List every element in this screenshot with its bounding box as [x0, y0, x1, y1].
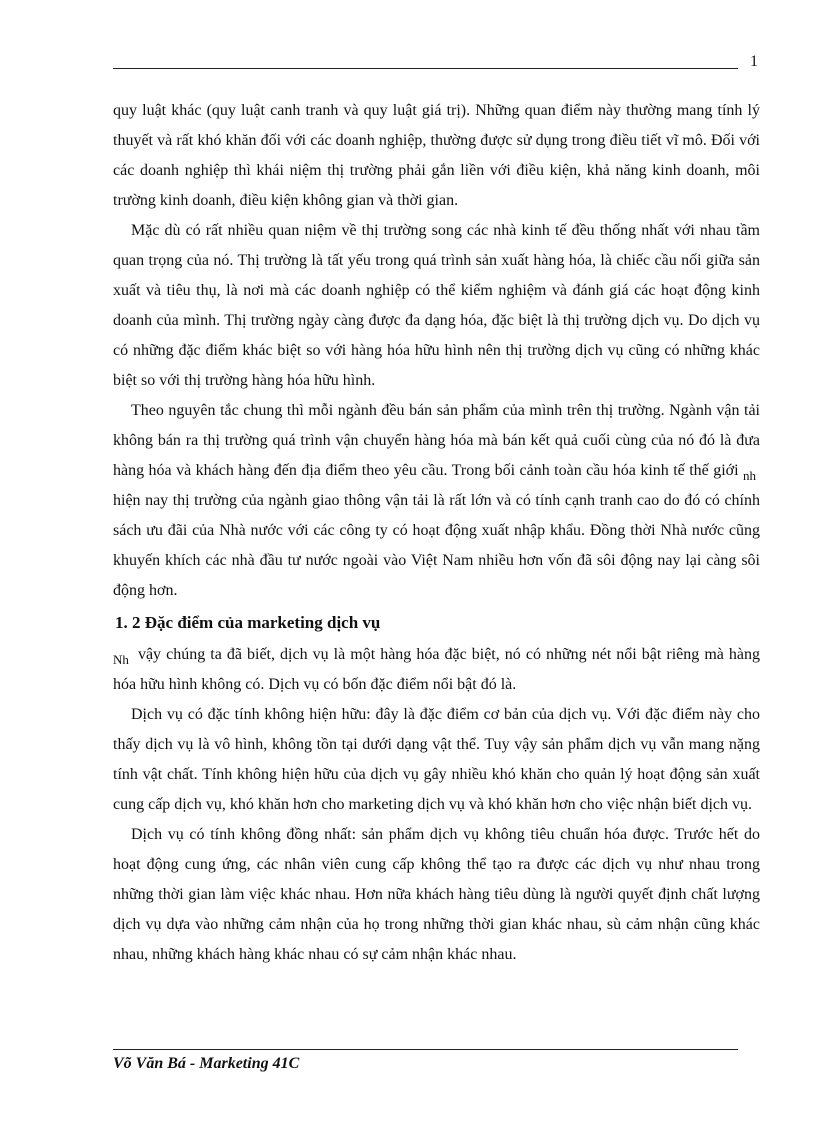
document-body — [113, 96, 760, 970]
footer-rule — [113, 1049, 738, 1050]
paragraph-heterogeneity: Dịch vụ có tính không đồng nhất: sản phẩm dịch vụ không tiêu chuẩn hóa được. Trước hết do hoạt động cung ứng, các nhân viên cung cấp không thể tạo ra được các dịch vụ như nhau trong những thời gian làm việc khác nhau. Hơn nữa khách hàng tiêu dùng là người quyết định chất lượng dịch vụ dựa vào những cảm nhận của họ trong những thời gian khác nhau, sù cảm nhận cũng khác nhau, những khách hàng khác nhau có sự cảm nhận khác nhau. — [113, 826, 760, 963]
footer-author: Võ Văn Bá - Marketing 41C — [113, 1055, 300, 1072]
section-heading: 1. 2 Đặc điểm của marketing dịch vụ — [115, 613, 381, 632]
paragraph-text-part: vậy chúng ta đã biết, dịch vụ là một hàng hóa đặc biệt, nó có những nét nổi bật riêng mà hàng hóa hữu hình không có. Dịch vụ có bốn đặc điểm nổi bật đó là. — [113, 646, 761, 693]
paragraph-text-part: Theo nguyên tắc chung thì mỗi ngành đều bán sản phẩm của mình trên thị trường. Ngành vận tải không bán ra thị trường quá trình vận chuyển hàng hóa mà bán kết quả cuối cùng của nó đó là đưa hàng hóa và khách hàng đến địa điểm theo yêu cầu. Trong bối cảnh toàn cầu hóa kinh tế thế giới — [113, 402, 760, 479]
paragraph-market-importance: Mặc dù có rất nhiều quan niệm về thị trường song các nhà kinh tế đều thống nhất với nhau tầm quan trọng của nó. Thị trường là tất yếu trong quá trình sản xuất hàng hóa, là chiếc cầu nối giữa sản xuất và tiêu thụ, là nơi mà các doanh nghiệp có thể kiểm nghiệm và đánh giá các hoạt động kinh doanh của mình. Thị trường ngày càng được đa dạng hóa, đặc biệt là thị trường dịch vụ. Do dịch vụ có những đặc điểm khác biệt so với hàng hóa hữu hình nên thị trường dịch vụ cũng có những khác biệt so với thị trường hàng hóa hữu hình. — [113, 222, 760, 389]
paragraph-text-part: hiện nay thị trường của ngành giao thông vận tải là rất lớn và có tính cạnh tranh cao do đó có chính sách ưu đãi của Nhà nước với các công ty có hoạt động xuất nhập khẩu. Đồng thời Nhà nước cũng khuyến khích các nhà đầu tư nước ngoài vào Việt Nam nhiều hơn vốn đã sôi động nay lại càng sôi động hơn. — [113, 492, 760, 599]
paragraph-transport-market — [113, 396, 760, 606]
stray-fragment: nh — [743, 468, 757, 483]
paragraph-market-laws: quy luật khác (quy luật canh tranh và quy luật giá trị). Những quan điểm này thường mang tính lý thuyết và rất khó khăn đối với các doanh nghiệp, thường được sử dụng trong điều tiết vĩ mô. Đối với các doanh nghiệp thì khái niệm thị trường phải gắn liền với điều kiện, khả năng kinh doanh, môi trường kinh doanh, điều kiện không gian và thời gian. — [113, 102, 760, 209]
page-number: 1 — [750, 53, 758, 70]
stray-fragment: Nh — [113, 652, 129, 667]
paragraph-intangibility: Dịch vụ có đặc tính không hiện hữu: đây là đặc điểm cơ bản của dịch vụ. Với đặc điểm này cho thấy dịch vụ là vô hình, không tồn tại dưới dạng vật thể. Tuy vậy sản phẩm dịch vụ vẫn mang nặng tính vật chất. Tính không hiện hữu của dịch vụ gây nhiều khó khăn cho quản lý hoạt động sản xuất cung cấp dịch vụ, khó khăn hơn cho marketing dịch vụ và khó khăn hơn cho việc nhận biết dịch vụ. — [113, 706, 760, 813]
paragraph-service-intro — [113, 640, 760, 700]
header-rule — [113, 68, 738, 69]
